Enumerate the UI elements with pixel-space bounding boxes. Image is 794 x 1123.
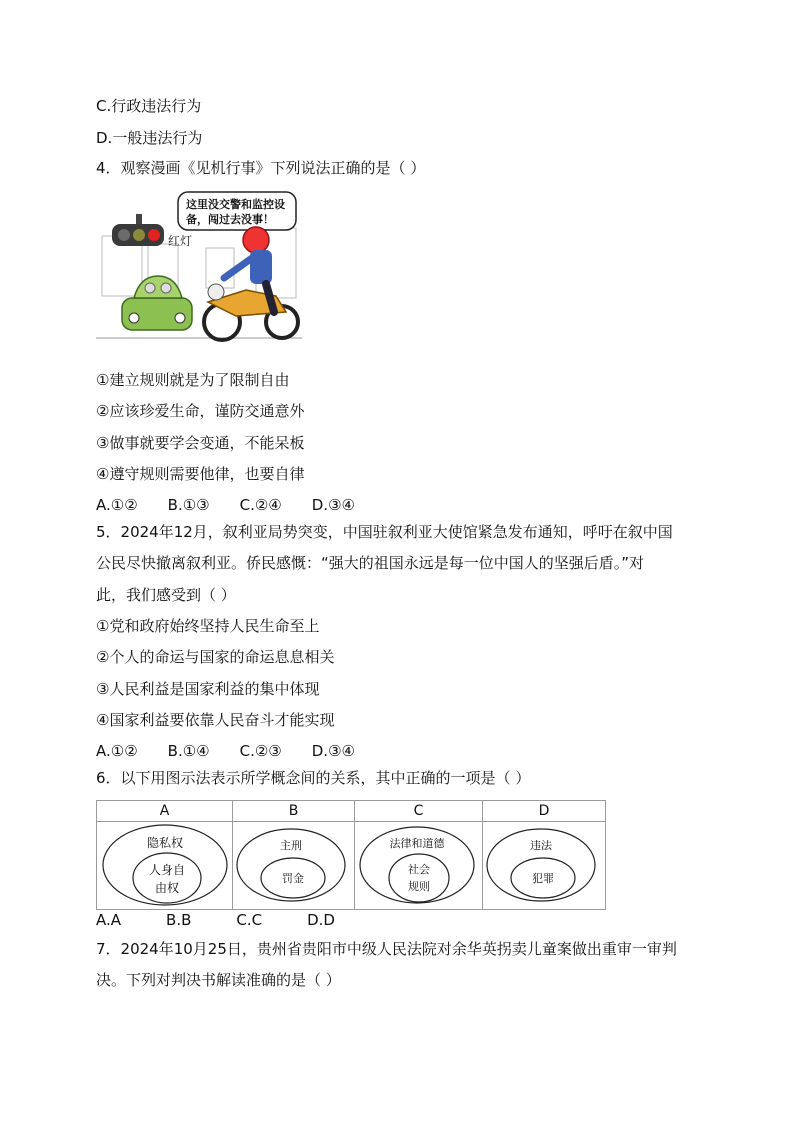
diagram-cell-c xyxy=(355,801,483,909)
diagram-head-c: C xyxy=(355,801,482,822)
diagram-cell-b xyxy=(233,801,355,909)
question-6-stem: 6．以下用图示法表示所学概念间的关系，其中正确的一项是（ ） xyxy=(96,769,531,787)
q5-option-3: ③人民利益是国家利益的集中体现 xyxy=(96,680,320,698)
q5-option-2: ②个人的命运与国家的命运息息相关 xyxy=(96,648,335,666)
option-d-line: D.一般违法行为 xyxy=(96,129,203,147)
diagram-c-inner-line-1: 社会 xyxy=(408,863,430,876)
bubble-line-2: 备，闯过去没事！ xyxy=(186,213,274,226)
question-5-stem-line-2: 公民尽快撤离叙利亚。侨民感慨：“强大的祖国永远是每一位中国人的坚强后盾。”对 xyxy=(96,554,645,572)
q5-answer-choices: A.①② B.①④ C.②③ D.③④ xyxy=(96,742,355,760)
question-5-stem-line-3: 此，我们感受到（ ） xyxy=(96,586,236,604)
q4-option-4: ④遵守规则需要他律，也要自律 xyxy=(96,465,305,483)
q6-answer-choices: A.A B.B C.C D.D xyxy=(96,911,335,929)
diagram-a-svg xyxy=(97,821,233,909)
diagram-b-outer-label: 主刑 xyxy=(280,839,302,852)
diagram-c-svg xyxy=(355,821,483,909)
diagram-d-outer-label: 违法 xyxy=(530,839,552,852)
diagram-a-outer-label: 隐私权 xyxy=(146,836,184,850)
question-4-stem: 4．观察漫画《见机行事》下列说法正确的是（ ） xyxy=(96,159,426,177)
option-c-line: C.行政违法行为 xyxy=(96,97,202,115)
question-7-stem-line-2: 决。下列对判决书解读准确的是（ ） xyxy=(96,971,341,989)
diagram-c-inner-line-2: 规则 xyxy=(408,880,430,893)
diagram-c-outer-label: 法律和道德 xyxy=(389,837,445,850)
diagram-head-d: D xyxy=(483,801,605,822)
bubble-line-1: 这里没交警和监控设 xyxy=(186,198,285,211)
diagram-a-inner-line-1: 人身自 xyxy=(148,863,186,877)
concept-diagram-table xyxy=(96,800,606,910)
diagram-head-b: B xyxy=(233,801,354,822)
question-7-stem-line-1: 7．2024年10月25日，贵州省贵阳市中级人民法院对余华英拐卖儿童案做出重审一审判 xyxy=(96,940,677,958)
diagram-b-inner-label: 罚金 xyxy=(282,872,304,885)
diagram-b-svg xyxy=(233,821,355,909)
q4-option-2: ②应该珍爱生命，谨防交通意外 xyxy=(96,402,305,420)
q5-option-4: ④国家利益要依靠人民奋斗才能实现 xyxy=(96,711,335,729)
diagram-cell-d xyxy=(483,801,605,909)
q4-answer-choices: A.①② B.①③ C.②④ D.③④ xyxy=(96,496,355,514)
cartoon-illustration xyxy=(96,188,302,348)
diagram-cell-a xyxy=(97,801,233,909)
cartoon-image xyxy=(96,188,302,348)
question-5-stem-line-1: 5．2024年12月，叙利亚局势突变，中国驻叙利亚大使馆紧急发布通知，呼吁在叙中国 xyxy=(96,523,673,541)
q4-option-3: ③做事就要学会变通，不能呆板 xyxy=(96,434,305,452)
diagram-head-a: A xyxy=(97,801,232,822)
red-light-label: 红灯 xyxy=(168,234,193,248)
diagram-d-svg xyxy=(483,821,605,909)
diagram-d-inner-label: 犯罪 xyxy=(532,872,554,885)
q5-option-1: ①党和政府始终坚持人民生命至上 xyxy=(96,617,320,635)
q4-option-1: ①建立规则就是为了限制自由 xyxy=(96,371,290,389)
diagram-a-inner-line-2: 由权 xyxy=(154,881,180,895)
